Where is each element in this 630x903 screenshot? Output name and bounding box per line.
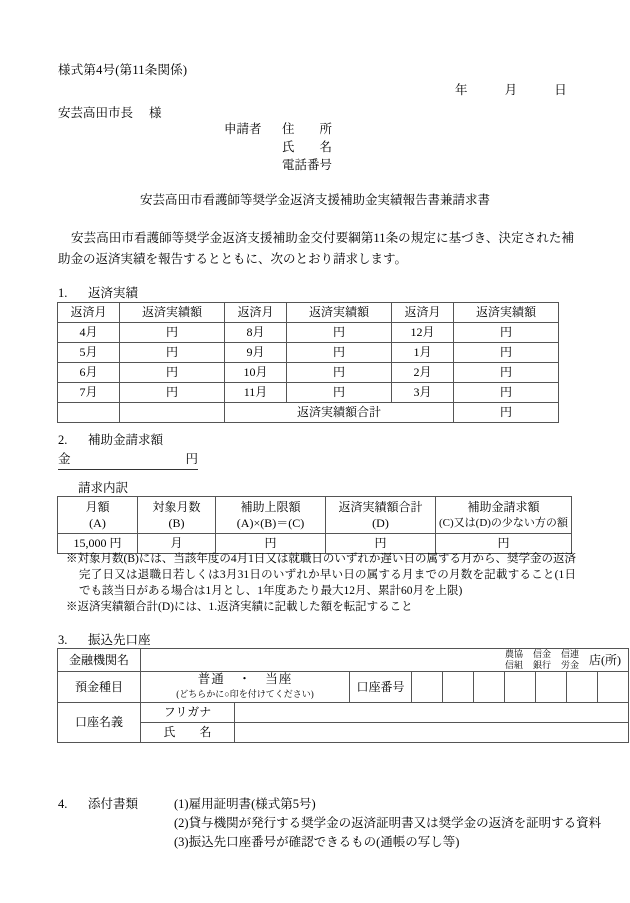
attachments-block	[58, 795, 601, 852]
col-head-total-repaid	[326, 497, 436, 534]
col-head-months-line1: 対象月数	[152, 500, 201, 514]
applicant-phone-row	[224, 156, 332, 174]
col-head-month-1: 返済月	[58, 303, 120, 323]
intro-paragraph: 安芸高田市看護師等奨学金返済支援補助金交付要綱第11条の規定に基づき、決定された補助金の返済実績を報告するとともに、次のとおり請求します。	[58, 231, 574, 266]
month-cell: 9月	[225, 343, 287, 363]
col-head-amount-3: 返済実績額	[454, 303, 559, 323]
amount-input-cell[interactable]: 円	[120, 323, 225, 343]
amount-input-cell[interactable]: 円	[120, 383, 225, 403]
applicant-name-row	[224, 138, 332, 156]
section-heading-claim	[58, 430, 163, 448]
amount-input-cell[interactable]: 円	[287, 323, 392, 343]
section-3-label: 振込先口座	[88, 633, 151, 647]
amount-input-cell[interactable]: 円	[454, 343, 559, 363]
total-amount-cell[interactable]: 円	[454, 403, 559, 423]
section-2-label: 補助金請求額	[88, 433, 164, 447]
account-digit-cell[interactable]	[598, 672, 629, 703]
table-header-row	[58, 497, 572, 534]
empty-cell	[120, 403, 225, 423]
claim-amount-prefix: 金	[58, 452, 71, 466]
section-4-number: 4.	[58, 797, 68, 811]
claim-amount-line[interactable]	[58, 449, 198, 470]
table-row	[58, 363, 559, 383]
col-head-limit	[216, 497, 326, 534]
col-head-amount-1: 返済実績額	[120, 303, 225, 323]
applicant-label: 申請者	[224, 122, 262, 136]
table-row	[58, 343, 559, 363]
section-1-number: 1.	[58, 286, 68, 300]
bank-type-nokyo[interactable]: 農協	[505, 649, 524, 659]
attachment-item-text: 雇用証明書(様式第5号)	[188, 797, 316, 811]
month-cell: 2月	[392, 363, 454, 383]
page-title: 安芸高田市看護師等奨学金返済支援補助金実績報告書兼請求書	[139, 193, 490, 207]
addressee-honorific: 様	[149, 106, 162, 120]
account-digit-cell[interactable]	[567, 672, 598, 703]
deposit-type-label-cell: 預金種目	[58, 672, 141, 703]
col-head-claim	[436, 497, 572, 534]
attachment-item-number: (3)	[174, 835, 189, 849]
bank-type-options[interactable]	[385, 649, 589, 671]
applicant-name-label: 氏 名	[282, 140, 333, 154]
attachment-item-text: 貸与機関が発行する奨学金の返済証明書又は奨学金の返済を証明する資料	[188, 816, 602, 830]
amount-input-cell[interactable]: 円	[287, 363, 392, 383]
bank-type-ginko[interactable]: 銀行	[533, 660, 552, 670]
col-head-month-2: 返済月	[225, 303, 287, 323]
applicant-address-label: 住 所	[282, 122, 333, 136]
note-item: ※返済実績額合計(D)には、1.返済実績に記載した額を転記すること	[66, 601, 413, 613]
month-cell: 1月	[392, 343, 454, 363]
table-row	[58, 383, 559, 403]
bank-type-shinkumi[interactable]: 信組	[505, 660, 524, 670]
amount-input-cell[interactable]: 円	[454, 383, 559, 403]
bank-institution-row	[58, 649, 629, 672]
month-cell: 12月	[392, 323, 454, 343]
account-digit-cell[interactable]	[536, 672, 567, 703]
bank-type-rokin[interactable]: 労金	[561, 660, 580, 670]
name-label-cell: 氏 名	[141, 723, 235, 743]
note-item: ※対象月数(B)には、当該年度の4月1日又は就職日のいずれか遅い日の属する月から、奨学金の返済完了日又は退職日若しくは3月31日のいずれか早い日の属する月までの月数を記載すること(1日でも該当日がある場合は1月とし、1年度あたり最大12月、累計60月を上限)	[66, 553, 576, 597]
col-head-monthly-line1: 月額	[85, 500, 110, 514]
attachments-second-row	[58, 814, 601, 833]
section-4-label: 添付書類	[88, 797, 139, 811]
amount-input-cell[interactable]: 円	[120, 343, 225, 363]
institution-input-cell[interactable]	[141, 649, 629, 672]
deposit-type-options-cell[interactable]	[141, 672, 350, 703]
col-head-total-repaid-line2: (D)	[372, 516, 389, 530]
section-1-label: 返済実績	[88, 286, 139, 300]
account-digit-cell[interactable]	[474, 672, 505, 703]
section-heading-repayment	[58, 283, 138, 301]
col-head-claim-line2: (C)又は(D)の少ない方の額	[439, 517, 568, 529]
date-day-label: 日	[554, 83, 567, 97]
account-number-label-cell: 口座番号	[350, 672, 412, 703]
addressee-name: 安芸高田市長	[58, 106, 134, 120]
applicant-block	[224, 120, 332, 174]
col-head-amount-2: 返済実績額	[287, 303, 392, 323]
furigana-label-cell: フリガナ	[141, 703, 235, 723]
breakdown-caption: 請求内訳	[78, 481, 129, 495]
section-2-number: 2.	[58, 433, 68, 447]
col-head-limit-line1: 補助上限額	[240, 500, 301, 514]
attachment-item-number: (1)	[174, 797, 189, 811]
month-cell: 8月	[225, 323, 287, 343]
month-cell: 6月	[58, 363, 120, 383]
date-year-label: 年	[455, 83, 468, 97]
form-number: 様式第4号(第11条関係)	[58, 63, 188, 77]
account-name-row	[58, 723, 629, 743]
deposit-type-options[interactable]: 普通 ・ 当座	[197, 672, 293, 686]
total-repaid-input-cell[interactable]: 円	[326, 534, 436, 554]
deposit-type-row	[58, 672, 629, 703]
month-cell: 11月	[225, 383, 287, 403]
account-digit-cell[interactable]	[412, 672, 443, 703]
bank-type-shinren[interactable]: 信連	[561, 649, 580, 659]
name-input-cell[interactable]	[235, 723, 629, 743]
col-head-monthly-line2: (A)	[89, 516, 106, 530]
month-cell: 4月	[58, 323, 120, 343]
col-head-months-line2: (B)	[168, 516, 185, 530]
bank-type-shinkin[interactable]: 信金	[533, 649, 552, 659]
section-heading-bank	[58, 630, 151, 648]
col-head-monthly	[58, 497, 138, 534]
table-header-row	[58, 303, 559, 323]
amount-input-cell[interactable]: 円	[454, 323, 559, 343]
table-row	[58, 323, 559, 343]
amount-input-cell[interactable]: 円	[454, 363, 559, 383]
branch-label: 店(所)	[589, 652, 621, 667]
account-furigana-row	[58, 703, 629, 723]
table-total-row	[58, 403, 559, 423]
breakdown-table	[57, 496, 572, 554]
deposit-type-note: (どちらかに○印を付けてください)	[176, 689, 314, 699]
furigana-input-cell[interactable]	[235, 703, 629, 723]
amount-input-cell[interactable]: 円	[287, 343, 392, 363]
col-head-total-repaid-line1: 返済実績額合計	[338, 500, 423, 514]
applicant-phone-label: 電話番号	[282, 158, 333, 172]
attachments-first-row	[58, 795, 601, 814]
institution-label-cell: 金融機関名	[58, 649, 141, 672]
col-head-month-3: 返済月	[392, 303, 454, 323]
month-cell: 3月	[392, 383, 454, 403]
col-head-claim-line1: 補助金請求額	[467, 500, 540, 514]
attachments-third-row	[58, 833, 601, 852]
notes-block	[66, 551, 576, 615]
section-3-number: 3.	[58, 633, 68, 647]
months-input-cell[interactable]: 月	[138, 534, 216, 554]
empty-cell	[58, 403, 120, 423]
limit-input-cell[interactable]: 円	[216, 534, 326, 554]
claim-amount-yen: 円	[185, 452, 199, 466]
attachment-item-text: 振込先口座番号が確認できるもの(通帳の写し等)	[188, 835, 460, 849]
col-head-limit-line2: (A)×(B)＝(C)	[236, 516, 305, 530]
account-digit-cell[interactable]	[443, 672, 474, 703]
month-cell: 10月	[225, 363, 287, 383]
account-name-label-cell: 口座名義	[58, 703, 141, 743]
date-month-label: 月	[504, 83, 518, 97]
account-digit-cell[interactable]	[505, 672, 536, 703]
monthly-amount-cell: 15,000 円	[58, 534, 138, 554]
applicant-address-row	[224, 120, 332, 138]
amount-input-cell[interactable]: 円	[287, 383, 392, 403]
col-head-months	[138, 497, 216, 534]
claim-input-cell[interactable]: 円	[436, 534, 572, 554]
addressee	[58, 103, 162, 121]
total-label-cell: 返済実績額合計	[225, 403, 454, 423]
month-cell: 7月	[58, 383, 120, 403]
bank-account-table	[57, 648, 629, 743]
amount-input-cell[interactable]: 円	[120, 363, 225, 383]
month-cell: 5月	[58, 343, 120, 363]
date-line	[455, 80, 567, 98]
attachment-item-number: (2)	[174, 816, 189, 830]
repayment-table	[57, 302, 559, 423]
